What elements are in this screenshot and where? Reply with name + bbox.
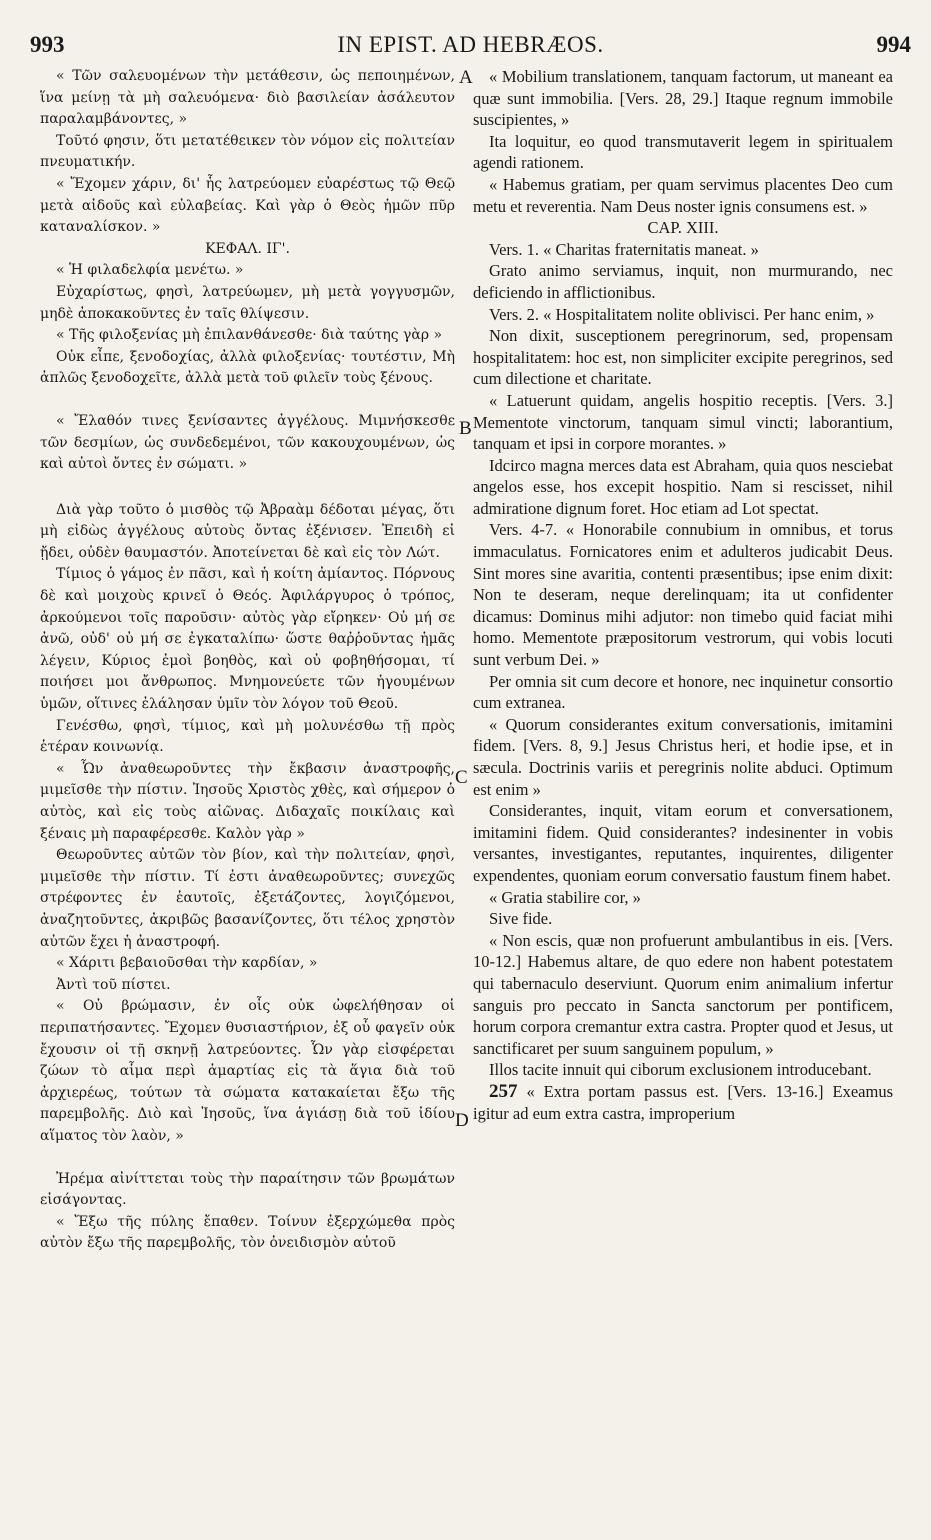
latin-paragraph: Considerantes, inquit, vitam eorum et conversationem, imitamini fidem. Quid considerantes? indesinenter in vobis versantes, investigantes, reputantes, inquirentes, diligenter expendentes, quoniam eorum conversatio faustum finem habet. [473,801,893,885]
latin-paragraph: Non dixit, susceptionem peregrinorum, sed, propensam hospitalitatem: hoc est, non simpliciter excipite peregrinos, sed cum dilectione et charitate. [473,326,893,389]
greek-chapter-heading: ΚΕΦΑΛ. ΙΓ'. [205,240,290,257]
greek-paragraph: Ἀντὶ τοῦ πίστει. [56,976,171,993]
greek-paragraph: Γενέσθω, φησὶ, τίμιος, καὶ μὴ μολυνέσθω τῇ πρὸς ἑτέραν κοινωνίᾳ. [40,717,455,756]
greek-paragraph: Τοῦτό φησιν, ὅτι μετατέθεικεν τὸν νόμον εἰς πολιτείαν πνευματικήν. [40,132,455,171]
margin-marker-d: D [455,1110,469,1131]
latin-paragraph: Grato animo serviamus, inquit, non murmurando, nec deficiendo in afflictionibus. [473,261,893,302]
greek-paragraph: « Χάριτι βεβαιοῦσθαι τὴν καρδίαν, » [56,955,318,972]
latin-paragraph: Ita loquitur, eo quod transmutaverit legem in spiritualem agendi rationem. [473,131,893,173]
latin-paragraph: « Habemus gratiam, per quam servimus placentes Deo cum metu et reverentia. Nam Deus noster ignis consumens est. » [473,174,893,216]
left-page-number: 993 [30,32,65,57]
greek-paragraph: Οὐκ εἶπε, ξενοδοχίας, ἀλλὰ φιλοξενίας· τουτέστιν, Μὴ ἁπλῶς ξενοδοχεῖτε, ἀλλὰ μετὰ τοῦ φιλεῖν τοὺς ξένους. [40,348,455,387]
greek-paragraph: « Ἡ φιλαδελφία μενέτω. » [56,262,244,279]
margin-marker-a: A [459,67,473,88]
latin-paragraph-text: « Extra portam passus est. [Vers. 13-16.] Exeamus igitur ad eum extra castra, improperium [473,1081,893,1123]
latin-paragraph: Idcirco magna merces data est Abraham, quia quos nesciebat angelos esse, hos excepit hospitio. Nam si rescisset, nihil admiratione dignum foret. Hoc etiam ad Lot spectat. [473,455,893,518]
greek-column [40,66,455,1520]
greek-paragraph: Εὐχαρίστως, φησὶ, λατρεύωμεν, μὴ μετὰ γογγυσμῶν, μηδὲ ἀποκακοῦντες ἐν ταῖς θλίψεσιν. [40,283,455,322]
greek-paragraph: Θεωροῦντες αὐτῶν τὸν βίον, καὶ τὴν πολιτείαν, φησὶ, μιμεῖσθε τὴν πίστιν. Τί ἐστι ἀναθεωροῦντες; συνεχῶς στρέφοντες ἐν ἑαυτοῖς, ἐξετάζοντες, λογιζόμενοι, ἀναζητοῦντες, ἀκριβῶς βασανίζοντες, ὅτι τέλος χρηστὸν αὐτῶν ἔχει ἡ ἀναστροφή. [40,847,455,950]
greek-paragraph: « Ἔχομεν χάριν, δι' ἧς λατρεύομεν εὐαρέστως τῷ Θεῷ μετὰ αἰδοῦς καὶ εὐλαβείας. Καὶ γὰρ ὁ Θεὸς ἡμῶν πῦρ καταναλίσκον. » [40,175,455,236]
latin-paragraph: Vers. 1. « Charitas fraternitatis maneat. » [489,239,759,259]
latin-chapter-heading: CAP. XIII. [647,218,719,238]
latin-paragraph: « Quorum considerantes exitum conversationis, imitamini fidem. [Vers. 8, 9.] Jesus Christus heri, et hodie ipse, et in sæcula. Doctrinis variis et peregrinis nolite abduci. Optimum est enim » [473,714,893,799]
page-header [30,32,911,62]
greek-paragraph: « Ἔλαθόν τινες ξενίσαντες ἀγγέλους. Μιμνήσκεσθε τῶν δεσμίων, ὡς συνδεδεμένοι, τῶν κακουχουμένων, ὡς καὶ αὐτοὶ ὄντες ἐν σώματι. » [40,412,455,473]
latin-paragraph: « Latuerunt quidam, angelis hospitio receptis. [Vers. 3.] Mementote vinctorum, tanquam simul vincti; laborantium, tanquam et ipsi in corpore morantes. » [473,390,893,454]
greek-paragraph: Τίμιος ὁ γάμος ἐν πᾶσι, καὶ ἡ κοίτη ἀμίαντος. Πόρνους δὲ καὶ μοιχοὺς κρινεῖ ὁ Θεός. Ἀφιλάργυρος ὁ τρόπος, ἀρκούμενοι τοῖς παροῦσιν· αὐτὸς γὰρ εἴρηκεν· Οὐ μή σε ἀνῶ, οὐδ' οὐ μή σε ἐγκαταλίπω· ὥστε θαῤῥοῦντας ἡμᾶς λέγειν, Κύριος ἐμοὶ βοηθὸς, καὶ οὐ φοβηθήσομαι, τί ποιήσει μοι ἄνθρωπος. Μνημονεύετε τῶν ἡγουμένων ὑμῶν, οἵτινες ἐλάλησαν ὑμῖν τὸν λόγον τοῦ Θεοῦ. [40,566,455,713]
greek-paragraph: Ἠρέμα αἰνίττεται τοὺς τὴν παραίτησιν τῶν βρωμάτων εἰσάγοντας. [40,1170,455,1209]
running-title: IN EPIST. AD HEBRÆOS. [337,32,604,57]
greek-paragraph: « Τῆς φιλοξενίας μὴ ἐπιλανθάνεσθε· διὰ ταύτης γὰρ » [56,327,443,344]
latin-paragraph [473,1081,893,1124]
latin-paragraph: « Mobilium translationem, tanquam factorum, ut maneant ea quæ sunt immobilia. [Vers. 28, 29.] Itaque regnum immobile suscipientes, » [473,67,893,130]
latin-column [473,66,893,1520]
greek-paragraph: « Ἔξω τῆς πύλης ἔπαθεν. Τοίνυν ἐξερχώμεθα πρὸς αὐτὸν ἔξω τῆς παρεμβολῆς, τὸν ὀνειδισμὸν αὐτοῦ [40,1213,455,1252]
latin-paragraph: Illos tacite innuit qui ciborum exclusionem introducebant. [489,1060,872,1080]
margin-marker-b: B [459,418,472,439]
greek-paragraph: « Οὐ βρώμασιν, ἐν οἷς οὐκ ὠφελήθησαν οἱ περιπατήσαντες. Ἔχομεν θυσιαστήριον, ἐξ οὗ φαγεῖν οὐκ ἔχουσιν οἱ τῇ σκηνῇ λατρεύοντες. Ὧν γὰρ εἰσφέρεται ζώων τὸ αἷμα περὶ ἁμαρτίας εἰς τὰ ἅγια διὰ τοῦ ἀρχιερέως, τούτων τὰ σώματα κατακαίεται ἔξω τῆς παρεμβολῆς. Διὸ καὶ Ἰησοῦς, ἵνα ἁγιάσῃ διὰ τοῦ ἰδίου αἵματος τὸν λαὸν, » [40,998,455,1144]
greek-paragraph: « Τῶν σαλευομένων τὴν μετάθεσιν, ὡς πεποιημένων, ἵνα μείνῃ τὰ μὴ σαλευόμενα· διὸ βασιλείαν ἀσάλευτον παραλαμβάνοντες, » [40,68,455,128]
greek-paragraph: « Ὧν ἀναθεωροῦντες τὴν ἔκβασιν ἀναστροφῆς, μιμεῖσθε τὴν πίστιν. Ἰησοῦς Χριστὸς χθὲς, καὶ σήμερον ὁ αὐτὸς, καὶ εἰς τοὺς αἰῶνας. Διδαχαῖς ποικίλαις καὶ ξέναις μὴ παραφέρεσθε. Καλὸν γὰρ » [40,760,455,842]
margin-marker-c: C [455,767,468,788]
column-number: 257 [489,1080,518,1102]
latin-paragraph: Sive fide. [489,909,553,929]
right-page-number: 994 [876,32,911,57]
latin-paragraph: Per omnia sit cum decore et honore, nec inquinetur consortio cum extranea. [473,671,893,713]
latin-paragraph: « Non escis, quæ non profuerunt ambulantibus in eis. [Vers. 10-12.] Habemus altare, de quo edere non habent potestatem qui tabernaculo deserviunt. Quorum enim animalium infertur sanguis pro peccato in Sancta sanctorum per pontificem, horum corpora cremantur extra castra. Propter quod et Jesus, ut sanctificaret per suum sanguinem populum, » [473,930,893,1058]
latin-paragraph: Vers. 4-7. « Honorabile connubium in omnibus, et torus immaculatus. Fornicatores enim et adulteros judicabit Deus. Sint mores sine avaritia, contenti præsentibus; ipse enim dixit: Non te deseram, neque derelinquam; ita ut confidenter dicamus: Dominus mihi adjutor: non timebo quid faciat mihi homo. Mementote præpositorum vestrorum, qui vobis locuti sunt verbum Dei. » [473,520,893,670]
latin-paragraph: Vers. 2. « Hospitalitatem nolite oblivisci. Per hanc enim, » [489,304,875,324]
latin-paragraph: « Gratia stabilire cor, » [489,887,641,907]
greek-paragraph: Διὰ γὰρ τοῦτο ὁ μισθὸς τῷ Ἀβραὰμ δέδοται μέγας, ὅτι μὴ εἰδὼς ἀγγέλους αὐτοὺς ὄντας ἐξένισεν. Ἐπειδὴ εἰ ᾔδει, οὐδὲν θαυμαστόν. Ἀποτείνεται δὲ καὶ εἰς τὸν Λώτ. [40,501,455,561]
